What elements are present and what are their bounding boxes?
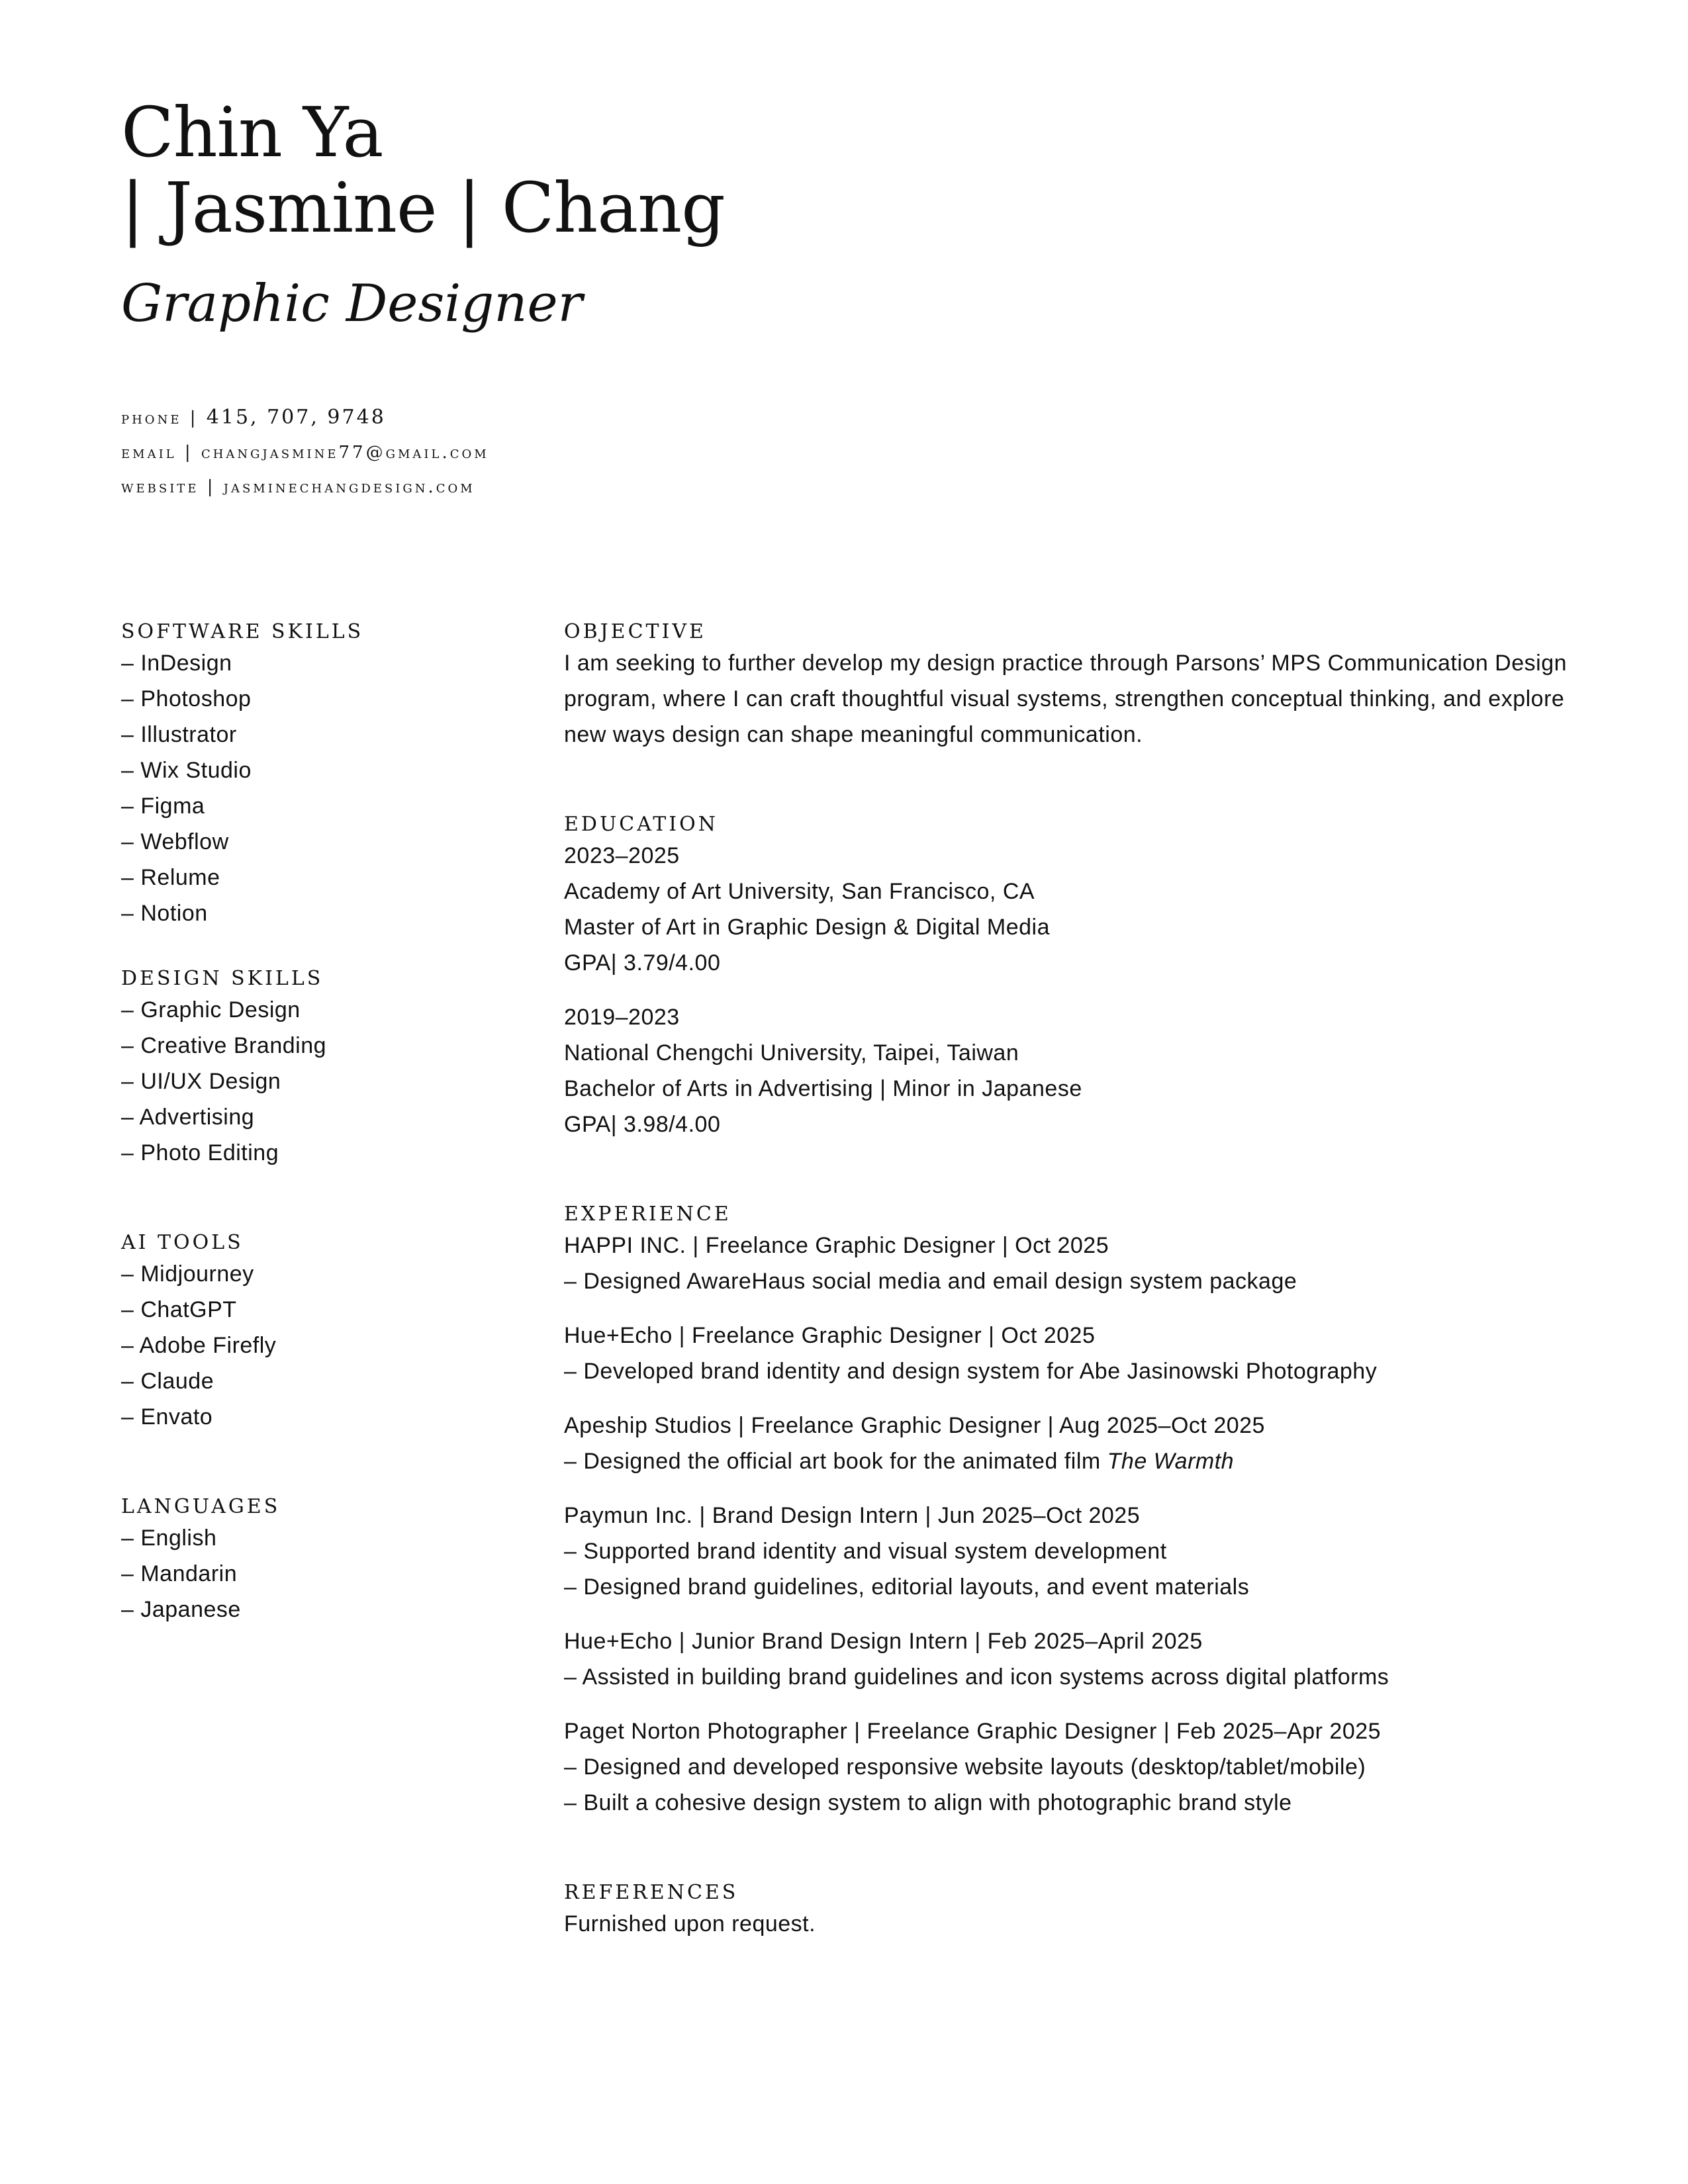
job-title: Graphic Designer (121, 274, 583, 334)
website-label: website (121, 477, 199, 497)
experience-title: Hue+Echo | Junior Brand Design Intern | Feb 2025–April 2025 (564, 1629, 1203, 1654)
experience-entry (564, 1318, 1597, 1389)
experience-bullet: – Designed AwareHaus social media and email design system package (564, 1263, 1597, 1299)
software-skills-section (121, 619, 518, 931)
education-degree: Master of Art in Graphic Design & Digital Media (564, 915, 1051, 940)
list-item: – English (121, 1520, 518, 1556)
education-years: 2023–2025 (564, 843, 680, 868)
experience-title: HAPPI INC. | Freelance Graphic Designer | Oct 2025 (564, 1233, 1109, 1258)
list-item: – Advertising (121, 1099, 518, 1135)
section-heading: AI TOOLS (121, 1231, 244, 1254)
separator: | (199, 477, 224, 497)
education-school: National Chengchi University, Taipei, Taiwan (564, 1040, 1019, 1066)
list-item: – Photo Editing (121, 1135, 518, 1171)
list-item: – Photoshop (121, 681, 518, 717)
section-heading: DESIGN SKILLS (121, 967, 324, 990)
experience-entry (564, 1408, 1597, 1479)
list-item: – Figma (121, 788, 518, 824)
experience-title: Paymun Inc. | Brand Design Intern | Jun 2025–Oct 2025 (564, 1503, 1141, 1528)
experience-entry (564, 1713, 1597, 1821)
education-years: 2019–2023 (564, 1005, 680, 1030)
section-heading: OBJECTIVE (564, 620, 706, 643)
education-entry (564, 999, 1597, 1142)
section-heading: REFERENCES (564, 1881, 739, 1904)
list-item: – Graphic Design (121, 992, 518, 1028)
list-item: – Relume (121, 860, 518, 895)
software-skills-list (121, 645, 518, 931)
design-skills-section (121, 966, 518, 1171)
experience-title: Hue+Echo | Freelance Graphic Designer | Oct 2025 (564, 1323, 1096, 1348)
education-degree: Bachelor of Arts in Advertising | Minor in Japanese (564, 1076, 1082, 1101)
separator: | (181, 408, 207, 428)
experience-bullet: – Built a cohesive design system to align with photographic brand style (564, 1785, 1597, 1821)
experience-bullet: – Assisted in building brand guidelines and icon systems across digital platforms (564, 1659, 1597, 1695)
left-column (121, 619, 518, 1627)
list-item: – Japanese (121, 1592, 518, 1627)
contact-email (121, 435, 489, 470)
phone-label: phone (121, 408, 182, 428)
name-line-2: | Jasmine | Chang (121, 167, 725, 248)
website-link[interactable]: jasminechangdesign.com (223, 477, 475, 497)
design-skills-list (121, 992, 518, 1171)
experience-bullet (564, 1443, 1597, 1479)
list-item: – Webflow (121, 824, 518, 860)
contact-block (121, 400, 489, 504)
list-item: – Illustrator (121, 717, 518, 752)
section-heading: LANGUAGES (121, 1495, 281, 1518)
experience-entry (564, 1228, 1597, 1299)
experience-entry (564, 1498, 1597, 1605)
name-line-1: Chin Ya (121, 92, 383, 173)
experience-section (564, 1201, 1597, 1821)
experience-title: Apeship Studios | Freelance Graphic Designer | Aug 2025–Oct 2025 (564, 1413, 1265, 1438)
experience-entry (564, 1623, 1597, 1695)
list-item: – UI/UX Design (121, 1064, 518, 1099)
experience-bullet: – Designed and developed responsive website layouts (desktop/tablet/mobile) (564, 1749, 1597, 1785)
film-title: The Warmth (1107, 1449, 1235, 1474)
ai-tools-list (121, 1256, 518, 1435)
objective-text: I am seeking to further develop my design practice through Parsons’ MPS Communication Design program, where I can craft thoughtful visual systems, strengthen conceptual thinking, and explore new ways design can shape meaningful communication. (564, 651, 1568, 747)
list-item: – Mandarin (121, 1556, 518, 1592)
list-item: – Midjourney (121, 1256, 518, 1292)
email-link[interactable]: changjasmine77@gmail.com (201, 443, 489, 463)
separator: | (176, 443, 201, 463)
bullet-text: Designed the official art book for the animated film (583, 1449, 1107, 1474)
references-section (564, 1880, 1597, 1942)
section-heading: SOFTWARE SKILLS (121, 620, 364, 643)
contact-website (121, 470, 489, 504)
section-heading: EDUCATION (564, 813, 718, 836)
experience-title: Paget Norton Photographer | Freelance Graphic Designer | Feb 2025–Apr 2025 (564, 1719, 1382, 1744)
experience-bullet: – Supported brand identity and visual system development (564, 1533, 1597, 1569)
experience-bullet: – Designed brand guidelines, editorial layouts, and event materials (564, 1569, 1597, 1605)
list-item: – Envato (121, 1399, 518, 1435)
phone-value[interactable]: 415, 707, 9748 (206, 406, 386, 429)
list-item: – InDesign (121, 645, 518, 681)
email-label: email (121, 443, 177, 463)
education-gpa: GPA| 3.98/4.00 (564, 1112, 721, 1137)
ai-tools-section (121, 1230, 518, 1435)
languages-section (121, 1494, 518, 1627)
objective-section (564, 619, 1597, 752)
list-item: – Claude (121, 1363, 518, 1399)
list-item: – Adobe Firefly (121, 1328, 518, 1363)
section-heading: EXPERIENCE (564, 1203, 731, 1226)
list-item: – Wix Studio (121, 752, 518, 788)
education-section (564, 811, 1597, 1142)
references-text: Furnished upon request. (564, 1911, 816, 1936)
languages-list (121, 1520, 518, 1627)
list-item: – Notion (121, 895, 518, 931)
education-school: Academy of Art University, San Francisco, CA (564, 879, 1035, 904)
right-column (564, 619, 1597, 1942)
education-gpa: GPA| 3.79/4.00 (564, 950, 721, 976)
contact-phone (121, 400, 489, 435)
list-item: – Creative Branding (121, 1028, 518, 1064)
experience-bullet: – Developed brand identity and design system for Abe Jasinowski Photography (564, 1353, 1597, 1389)
list-item: – ChatGPT (121, 1292, 518, 1328)
education-entry (564, 838, 1597, 981)
